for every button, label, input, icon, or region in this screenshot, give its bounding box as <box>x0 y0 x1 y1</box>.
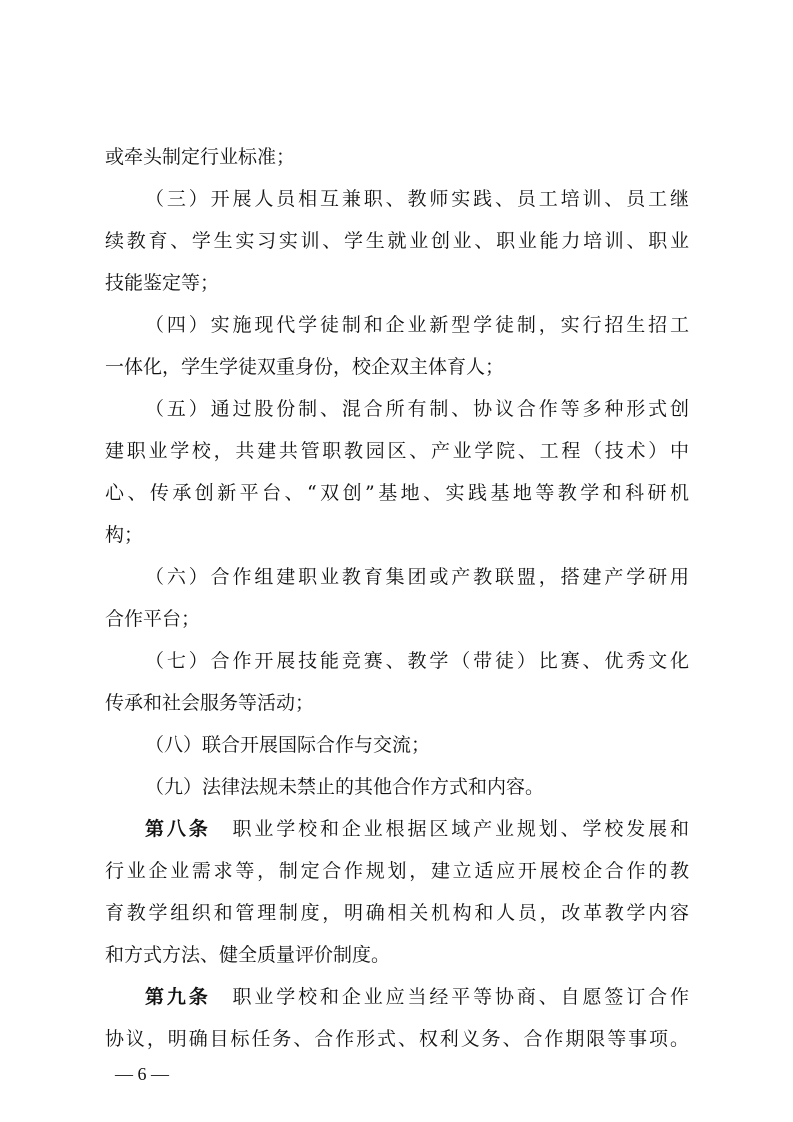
text-line: （五）通过股份制、混合所有制、协议合作等多种形式创 <box>145 398 689 420</box>
text-line: （三）开展人员相互兼职、教师实践、员工培训、员工继 <box>145 188 689 210</box>
text-line: 续教育、学生实习实训、学生就业创业、职业能力培训、职业 <box>105 230 689 252</box>
text-line: 和方式方法、健全质量评价制度。 <box>105 944 391 966</box>
text-line: 心、传承创新平台、“双创”基地、实践基地等教学和科研机 <box>105 482 689 504</box>
text-line: 建职业学校，共建共管职教园区、产业学院、工程（技术）中 <box>105 440 689 462</box>
text-line: （四）实施现代学徒制和企业新型学徒制，实行招生招工 <box>145 314 689 336</box>
text-line: 一体化，学生学徒双重身份，校企双主体育人； <box>105 356 505 378</box>
article-8-label: 第八条 <box>145 818 211 840</box>
article-9-text: 职业学校和企业应当经平等协商、自愿签订合作 <box>229 986 689 1008</box>
text-line: （九）法律法规未禁止的其他合作方式和内容。 <box>145 776 545 798</box>
article-9-label: 第九条 <box>145 986 211 1008</box>
text-line: 协议，明确目标任务、合作形式、权利义务、合作期限等事项。 <box>105 1028 689 1050</box>
text-line: （八）联合开展国际合作与交流； <box>145 734 431 756</box>
text-line: 合作平台； <box>105 608 201 630</box>
text-line: 或牵头制定行业标准； <box>105 146 296 168</box>
text-line: 技能鉴定等； <box>105 272 220 294</box>
article-8-text: 职业学校和企业根据区域产业规划、学校发展和 <box>229 818 689 840</box>
text-line: （七）合作开展技能竞赛、教学（带徒）比赛、优秀文化 <box>145 650 689 672</box>
text-line: 构； <box>105 524 144 546</box>
article-9-first-line <box>145 980 689 1014</box>
text-line: 育教学组织和管理制度，明确相关机构和人员，改革教学内容 <box>105 902 689 924</box>
page-number: — 6 — <box>115 1064 169 1084</box>
article-8-first-line <box>145 812 689 846</box>
text-line: 行业企业需求等，制定合作规划，建立适应开展校企合作的教 <box>105 860 689 882</box>
text-line: 传承和社会服务等活动； <box>105 692 315 714</box>
text-line: （六）合作组建职业教育集团或产教联盟，搭建产学研用 <box>145 566 689 588</box>
